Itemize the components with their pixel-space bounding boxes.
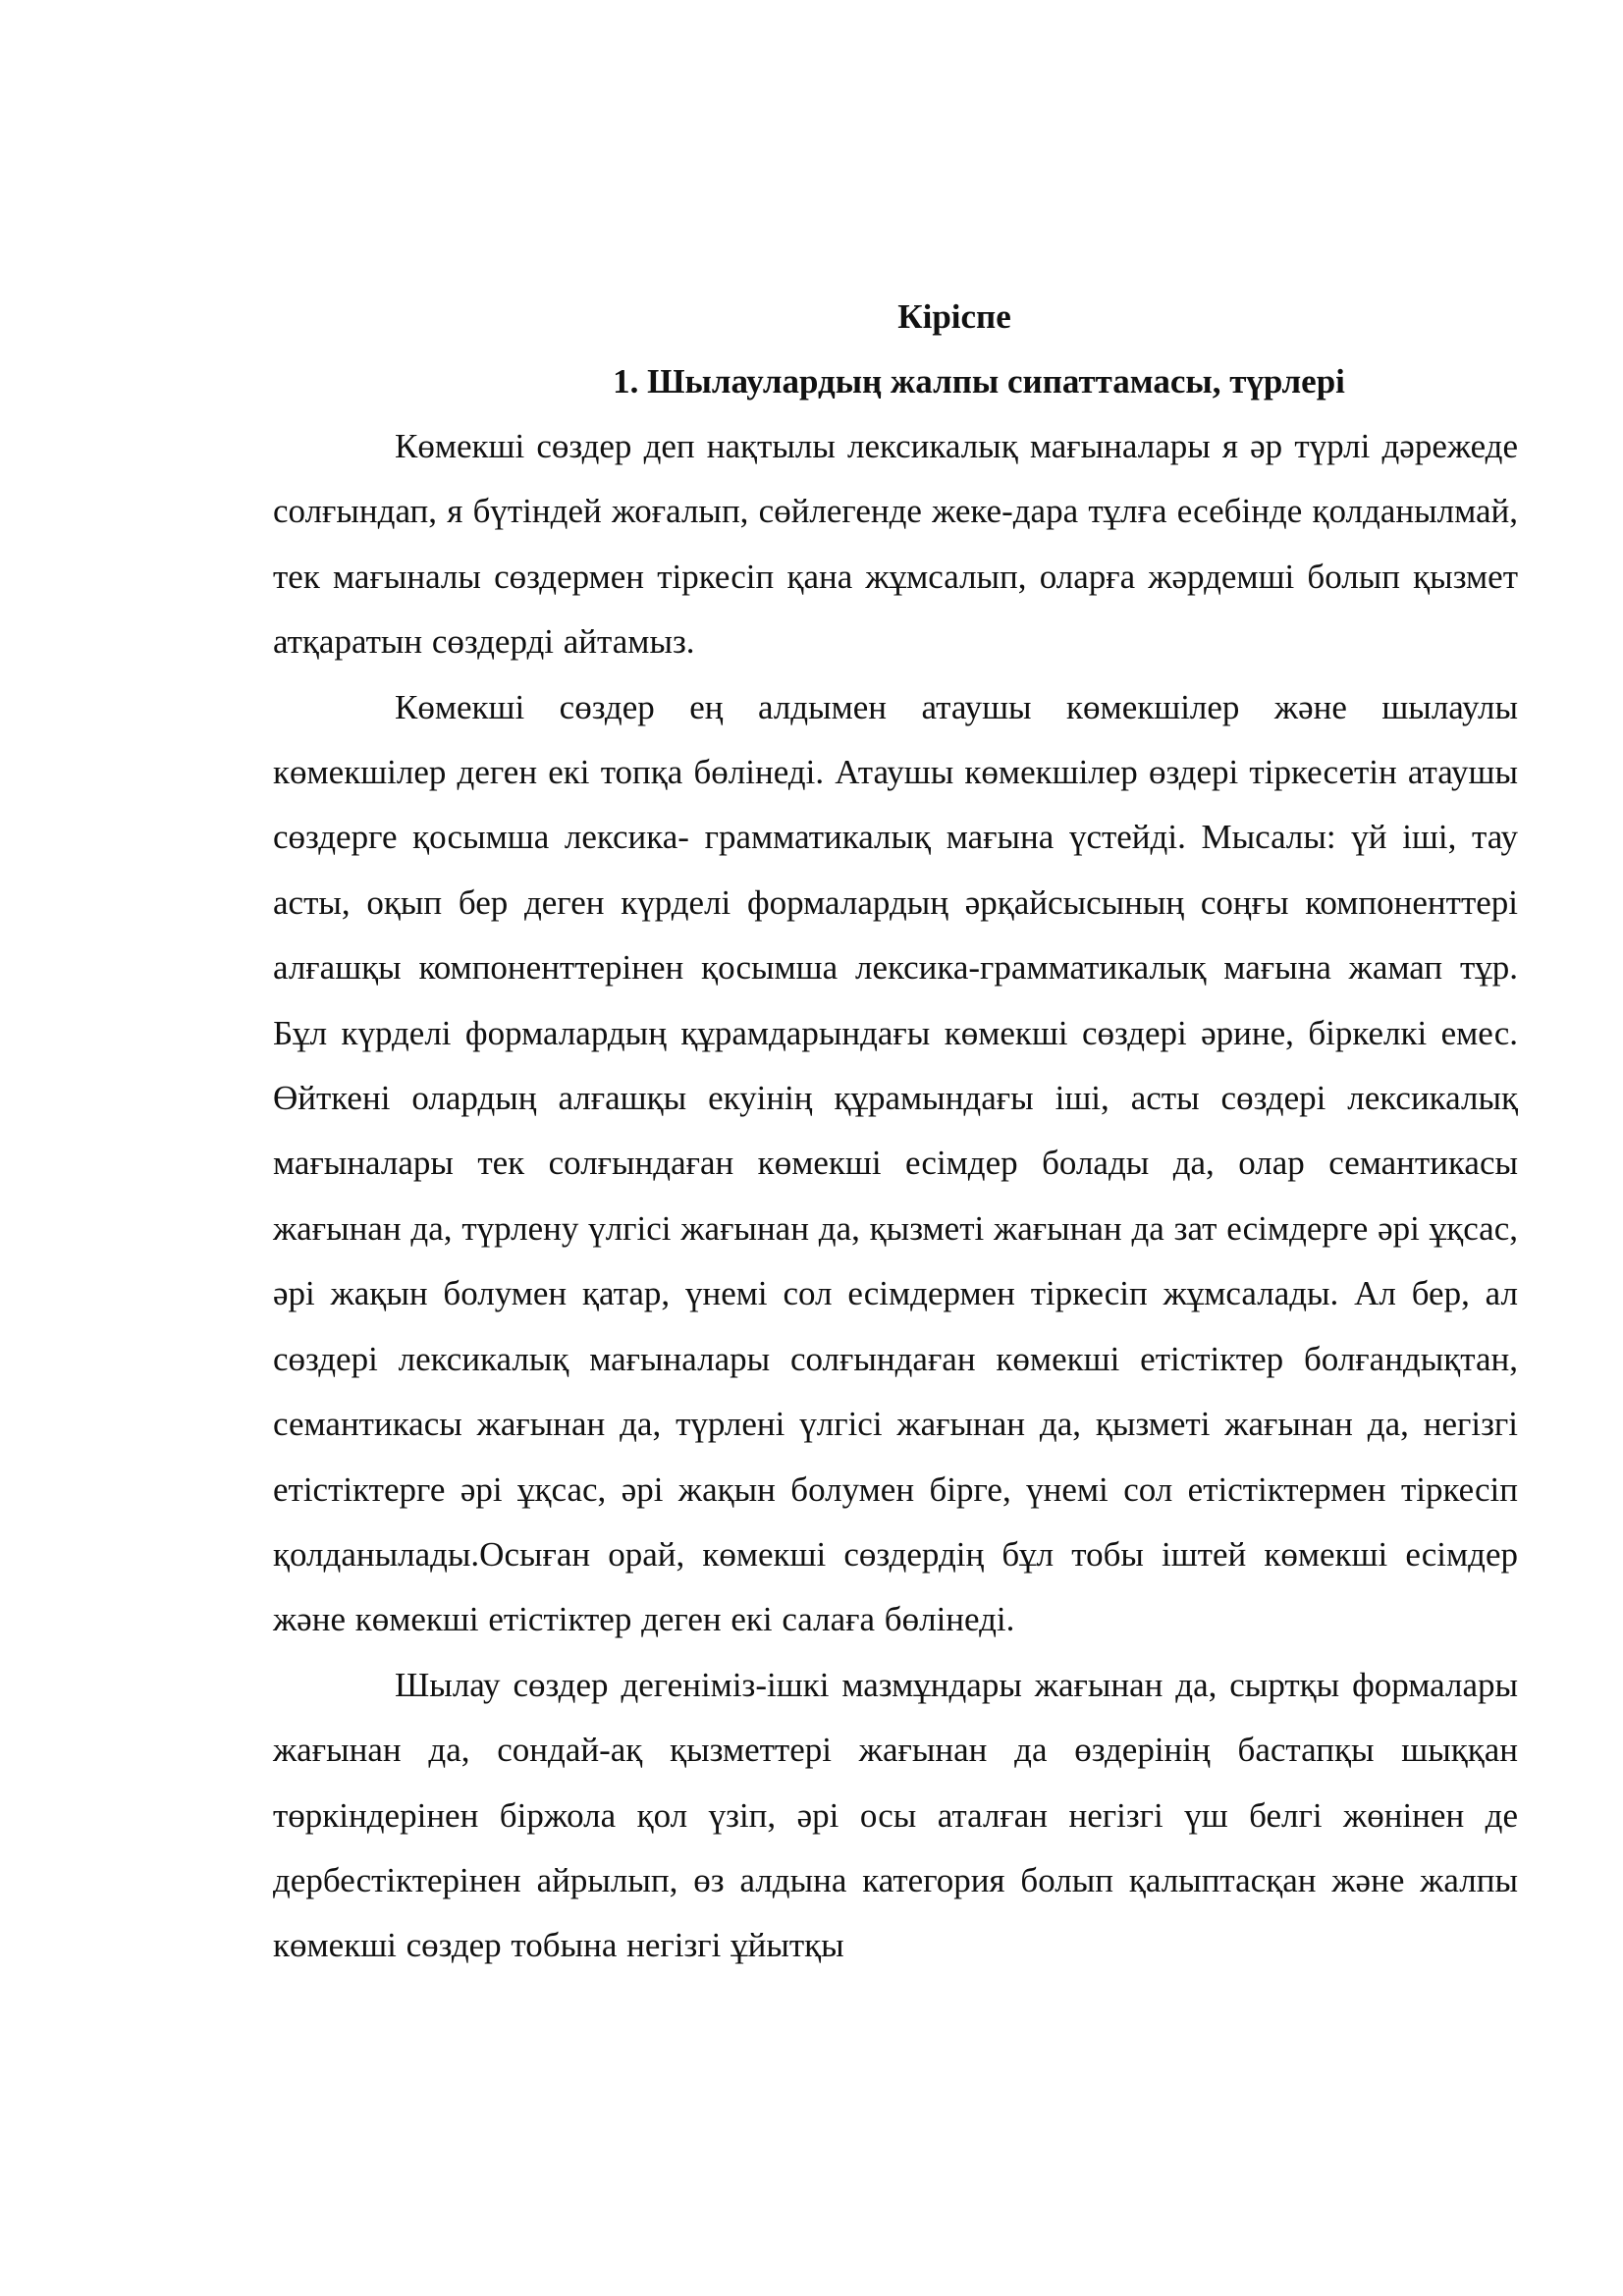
section-title: 1. Шылаулардың жалпы сипаттамасы, түрлері <box>613 362 1345 400</box>
paragraph-2: Көмекші сөздер ең алдымен атаушы көмекшілер және шылаулы көмекшілер деген екі топқа бөлінеді. Атаушы көмекшілер өздері тіркесетін атаушы сөздерге қосымша лексика- грамматикалық мағына үстейді. Мысалы: үй іші, тау асты, оқып бер деген күрделі формалардың әрқайсысының соңғы компоненттері алғашқы компоненттерінен қосымша лексика-грамматикалық мағына жамап тұр. Бұл күрделі формалардың құрамдарындағы көмекші сөздері әрине, біркелкі емес. Өйткені олардың алғашқы екуінің құрамындағы іші, асты сөздері лексикалық мағыналары тек солғындаған көмекші есімдер болады да, олар семантикасы жағынан да, түрлену үлгісі жағынан да, қызметі жағынан да зат есімдерге әрі ұқсас, әрі жақын болумен қатар, үнемі сол есімдермен тіркесіп жұмсалады. Ал бер, ал сөздері лексикалық мағыналары солғындаған көмекші етістіктер болғандықтан, семантикасы жағынан да, түрлені үлгісі жағынан да, қызметі жағынан да, негізгі етістіктерге әрі ұқсас, әрі жақын болумен бірге, үнемі сол етістіктермен тіркесіп қолданылады.Осыған орай, көмекші сөздердің бұл тобы іштей көмекші есімдер және көмекші етістіктер деген екі салаға бөлінеді. <box>273 687 1518 1639</box>
chapter-title: Кіріспе <box>897 297 1011 336</box>
paragraph-1: Көмекші сөздер деп нақтылы лексикалық мағыналары я әр түрлі дәрежеде солғындап, я бүтіндей жоғалып, сөйлегенде жеке-дара тұлға есебінде қолданылмай, тек мағыналы сөздермен тіркесіп қана жұмсалып, оларға жәрдемші болып қызмет атқаратын сөздерді айтамыз. <box>273 427 1518 662</box>
paragraph-3: Шылау сөздер дегеніміз-ішкі мазмұндары жағынан да, сыртқы формалары жағынан да, сондай-ақ қызметтері жағынан да өздерінің бастапқы шыққан төркіндерінен біржола қол үзіп, әрі осы аталған негізгі үш белгі жөнінен де дербестіктерінен айрылып, өз алдына категория болып қалыптасқан және жалпы көмекші сөздер тобына негізгі ұйытқы <box>273 1665 1518 1965</box>
document-body <box>273 285 1518 1979</box>
